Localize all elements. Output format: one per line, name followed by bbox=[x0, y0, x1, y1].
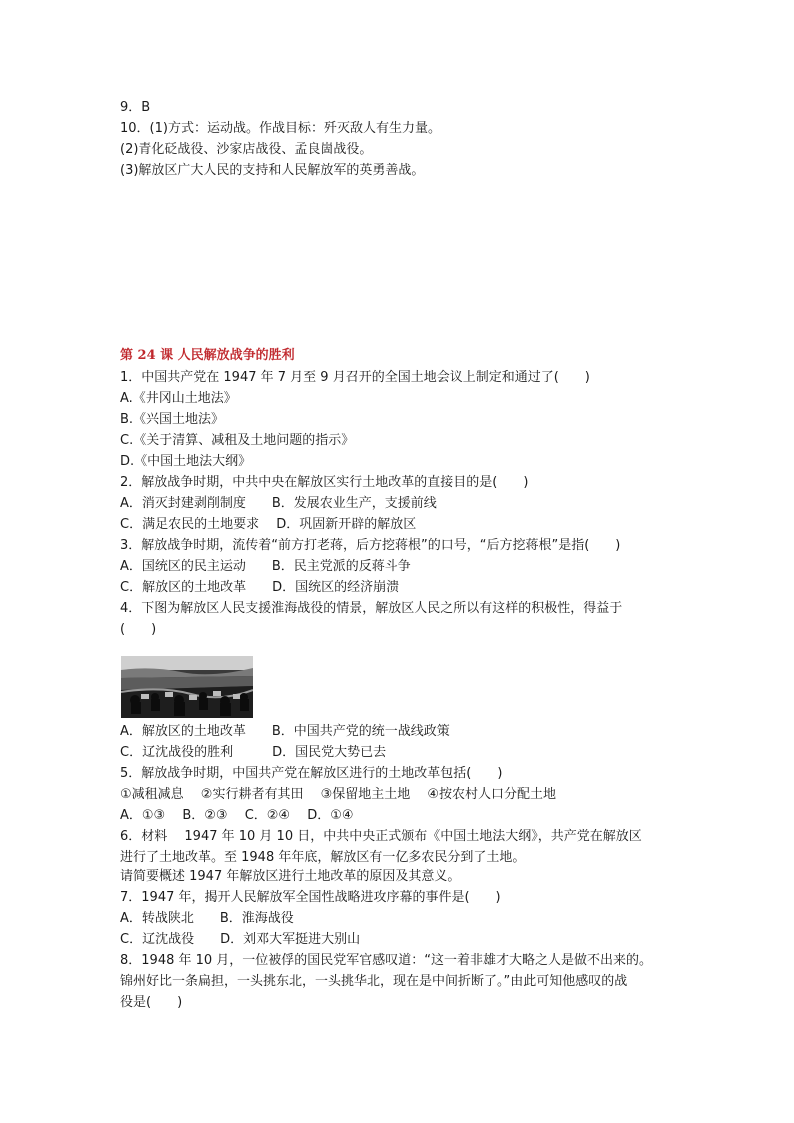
lesson-title: 第 24 课 人民解放战争的胜利 bbox=[120, 348, 295, 363]
q7-options-cd: C．辽沈战役 D．刘邓大军挺进大别山 bbox=[120, 932, 361, 947]
q1-option-c: C.《关于清算、减租及土地问题的指示》 bbox=[120, 433, 355, 448]
q1-option-b: B.《兴国土地法》 bbox=[120, 412, 225, 427]
q8-stem-line2: 锦州好比一条扁担，一头挑东北，一头挑华北，现在是中间折断了。”由此可知他感叹的战 bbox=[120, 974, 628, 989]
q3-stem: 3．解放战争时期，流传着“前方打老蒋，后方挖蒋根”的口号，“后方挖蒋根”是指( ) bbox=[120, 538, 621, 553]
q4-stem: 4．下图为解放区人民支援淮海战役的情景，解放区人民之所以有这样的积极性，得益于 bbox=[120, 601, 623, 616]
q6-material-line1: 6．材料 1947 年 10 月 10 日，中共中央正式颁布《中国土地法大纲》，共产党在解放区 bbox=[120, 829, 642, 844]
q1-stem: 1．中国共产党在 1947 年 7 月至 9 月召开的全国土地会议上制定和通过了( ) bbox=[120, 370, 590, 385]
q4-stem-bracket: ( ) bbox=[120, 622, 157, 637]
q4-options-ab: A．解放区的土地改革 B．中国共产党的统一战线政策 bbox=[120, 724, 450, 739]
q6-material-line2: 进行了土地改革。至 1948 年年底，解放区有一亿多农民分到了土地。 bbox=[120, 850, 526, 865]
q5-options: A．①③ B．②③ C．②④ D．①④ bbox=[120, 808, 354, 823]
q7-stem: 7．1947 年，揭开人民解放军全国性战略进攻序幕的事件是( ) bbox=[120, 890, 501, 905]
answer-9: 9．B bbox=[120, 100, 151, 115]
q2-options-cd: C．满足农民的土地要求 D．巩固新开辟的解放区 bbox=[120, 517, 417, 532]
q2-options-ab: A．消灭封建剥削制度 B．发展农业生产，支援前线 bbox=[120, 496, 437, 511]
answer-10-part2: (2)青化砭战役、沙家店战役、孟良崮战役。 bbox=[120, 142, 373, 157]
q1-option-d: D.《中国土地法大纲》 bbox=[120, 454, 252, 469]
q4-options-cd: C．辽沈战役的胜利 D．国民党大势已去 bbox=[120, 745, 387, 760]
q2-stem: 2．解放战争时期，中共中央在解放区实行土地改革的直接目的是( ) bbox=[120, 475, 529, 490]
q3-options-ab: A．国统区的民主运动 B．民主党派的反蒋斗争 bbox=[120, 559, 411, 574]
q8-stem-line3: 役是( ) bbox=[120, 995, 183, 1010]
q1-option-a: A.《井冈山土地法》 bbox=[120, 391, 237, 406]
q7-options-ab: A．转战陕北 B．淮海战役 bbox=[120, 911, 294, 926]
q8-stem-line1: 8．1948 年 10 月，一位被俘的国民党军官感叹道：“这一着非雄才大略之人是做不出来的。 bbox=[120, 953, 653, 968]
answer-10-part1: 10．(1)方式：运动战。作战目标：歼灭敌人有生力量。 bbox=[120, 121, 441, 136]
answer-10-part3: (3)解放区广大人民的支持和人民解放军的英勇善战。 bbox=[120, 163, 425, 178]
q5-items: ①减租减息 ②实行耕者有其田 ③保留地主土地 ④按农村人口分配土地 bbox=[120, 787, 557, 802]
q3-options-cd: C．解放区的土地改革 D．国统区的经济崩溃 bbox=[120, 580, 400, 595]
q6-question: 请简要概述 1947 年解放区进行土地改革的原因及其意义。 bbox=[120, 869, 461, 884]
q5-stem: 5．解放战争时期，中国共产党在解放区进行的土地改革包括( ) bbox=[120, 766, 503, 781]
huaihai-support-photo bbox=[121, 656, 253, 718]
